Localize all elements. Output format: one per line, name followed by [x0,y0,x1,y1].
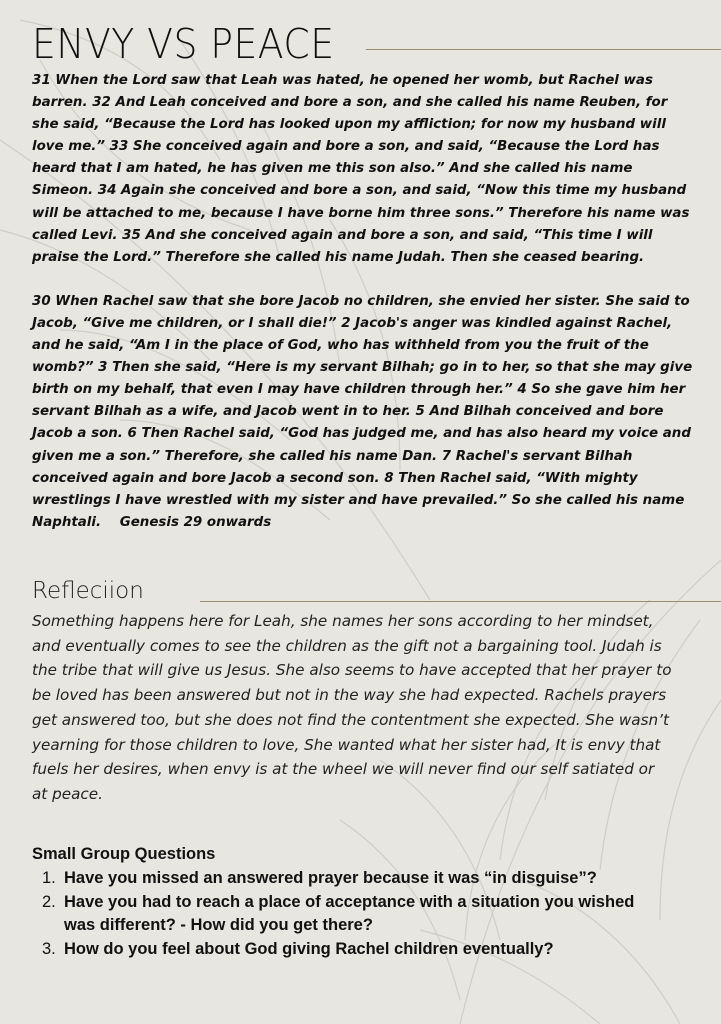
question-item [42,867,662,891]
question-item [42,938,662,962]
scripture-passage [32,70,696,534]
title-divider [366,49,721,50]
question-list [42,867,662,961]
question-number: 3. [42,939,56,958]
question-item [42,891,662,938]
question-text: Have you missed an answered prayer because it was “in disguise”? [64,869,597,887]
scripture-paragraph-1: 31 When the Lord saw that Leah was hated, he opened her womb, but Rachel was barren. 32 And Leah conceived and bore a son, and she called his name Reuben, for she said, “Because the Lord has looked upon my affliction; for now my husband will love me.” 33 She conceived again and bore a son, and said, “Because the Lord has heard that I am hated, he has given me this son also.” And she called his name Simeon. 34 Again she conceived and bore a son, and said, “Now this time my husband will be attached to me, because I have borne him three sons.” Therefore his name was called Levi. 35 And she conceived again and bore a son, and said, “This time I will praise the Lord.” Therefore she called his name Judah. Then she ceased bearing. [32,73,690,265]
question-number: 1. [42,869,56,887]
scripture-reference: Genesis 29 onwards [119,514,272,530]
page-title: ENVY VS PEACE [32,20,335,68]
scripture-paragraph-2-text: 30 When Rachel saw that she bore Jacob no children, she envied her sister. She said to Jacob, “Give me children, or I shall die!” 2 Jacob's anger was kindled against Rachel, and he said, “Am I in the place of God, who has withheld from you the fruit of the womb?” 3 Then she said, “Here is my servant Bilhah; go in to her, so that she may give birth on my behalf, that even I may have children through her.” 4 So she gave him her servant Bilhah as a wife, and Jacob went in to her. 5 And Bilhah conceived and bore Jacob a son. 6 Then Rachel said, “God has judged me, and has also heard my voice and given me a son.” Therefore, she called his name Dan. 7 Rachel's servant Bilhah conceived again and bore Jacob a second son. 8 Then Rachel said, “With mighty wrestlings I have wrestled with my sister and have prevailed.” So she called his name Naphtali. [32,293,693,530]
reflection-heading: Refleciion [32,578,144,604]
question-text: Have you had to reach a place of acceptance with a situation you wished was different? - How did you get there? [64,892,635,934]
scripture-paragraph-2 [32,291,696,534]
small-group-heading: Small Group Questions [32,845,216,863]
question-number: 2. [42,892,56,911]
question-text: How do you feel about God giving Rachel children eventually? [64,939,554,958]
reflection-text: Something happens here for Leah, she names her sons according to her mindset, and eventually comes to see the children as the gift not a bargaining tool. Judah is the tribe that will give us Jesus. She also seems to have accepted that her prayer to be loved has been answered but not in the way she had expected. Rachels prayers get answered too, but she does not find the contentment she expected. She wasn’t yearning for those children to love, She wanted what her sister had, It is envy that fuels her desires, when envy is at the wheel we will never find our self satiated or at peace. [32,612,672,803]
reflection-divider [200,601,721,602]
